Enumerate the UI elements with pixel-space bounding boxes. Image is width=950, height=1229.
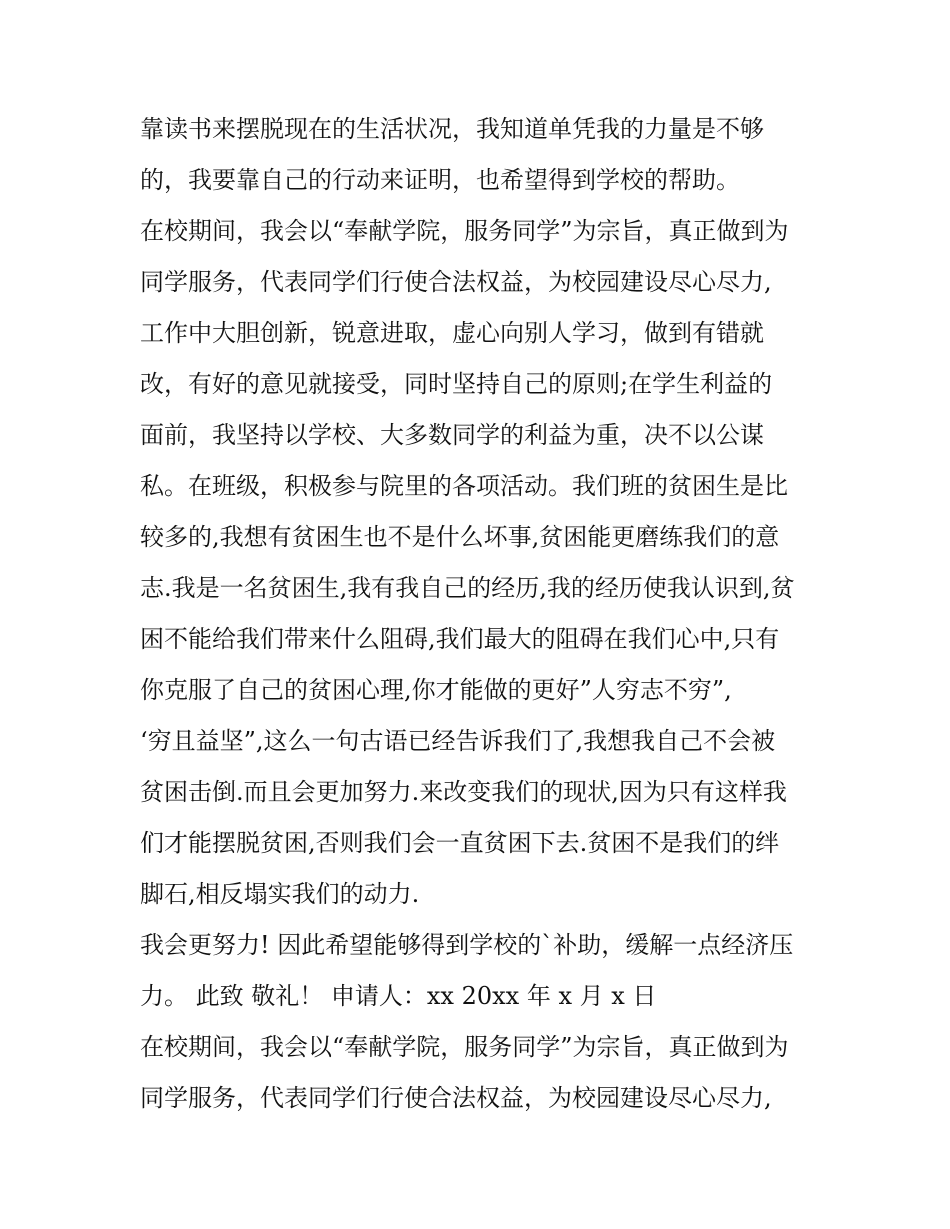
text-line-19: 在校期间，我会以“奉献学院，服务同学”为宗旨，真正做到为	[140, 1033, 789, 1061]
text-line-20: 同学服务，代表同学们行使合法权益，为校园建设尽心尽力,	[140, 1084, 772, 1112]
text-line-5: 工作中大胆创新，锐意进取，虚心向别人学习，做到有错就	[140, 319, 764, 347]
body-text	[140, 104, 830, 1124]
text-line-13: ‘穷且益坚”,这么一句古语已经告诉我们了,我想我自己不会被	[140, 727, 776, 755]
text-line-10: 志.我是一名贫困生,我有我自己的经历,我的经历使我认识到,贫	[140, 574, 795, 602]
text-line-16: 脚石,相反塌实我们的动力.	[140, 880, 420, 908]
text-line-4: 同学服务，代表同学们行使合法权益，为校园建设尽心尽力,	[140, 268, 772, 296]
text-line-3: 在校期间，我会以“奉献学院，服务同学”为宗旨，真正做到为	[140, 217, 789, 245]
text-line-7: 面前，我坚持以学校、大多数同学的利益为重，决不以公谋	[140, 421, 764, 449]
text-line-2: 的，我要靠自己的行动来证明，也希望得到学校的帮助。	[140, 166, 740, 194]
text-line-15: 们才能摆脱贫困,否则我们会一直贫困下去.贫困不是我们的绊	[140, 829, 780, 857]
text-line-6: 改，有好的意见就接受，同时坚持自己的原则;在学生利益的	[140, 370, 773, 398]
text-line-1: 靠读书来摆脱现在的生活状况，我知道单凭我的力量是不够	[140, 115, 764, 143]
text-line-11: 困不能给我们带来什么阻碍,我们最大的阻碍在我们心中,只有	[140, 625, 780, 653]
text-line-14: 贫困击倒.而且会更加努力.来改变我们的现状,因为只有这样我	[140, 778, 787, 806]
text-line-12: 你克服了自己的贫困心理,你才能做的更好”人穷志不穷”,	[140, 676, 732, 704]
text-line-8: 私。在班级，积极参与院里的各项活动。我们班的贫困生是比	[140, 472, 788, 500]
text-line-9: 较多的,我想有贫困生也不是什么坏事,贫困能更磨练我们的意	[140, 523, 780, 551]
text-line-17: 我会更努力! 因此希望能够得到学校的`补助，缓解一点经济压	[140, 931, 794, 959]
text-line-18: 力。 此致 敬礼！ 申请人：xx 20xx 年 x 月 x 日	[140, 982, 657, 1010]
